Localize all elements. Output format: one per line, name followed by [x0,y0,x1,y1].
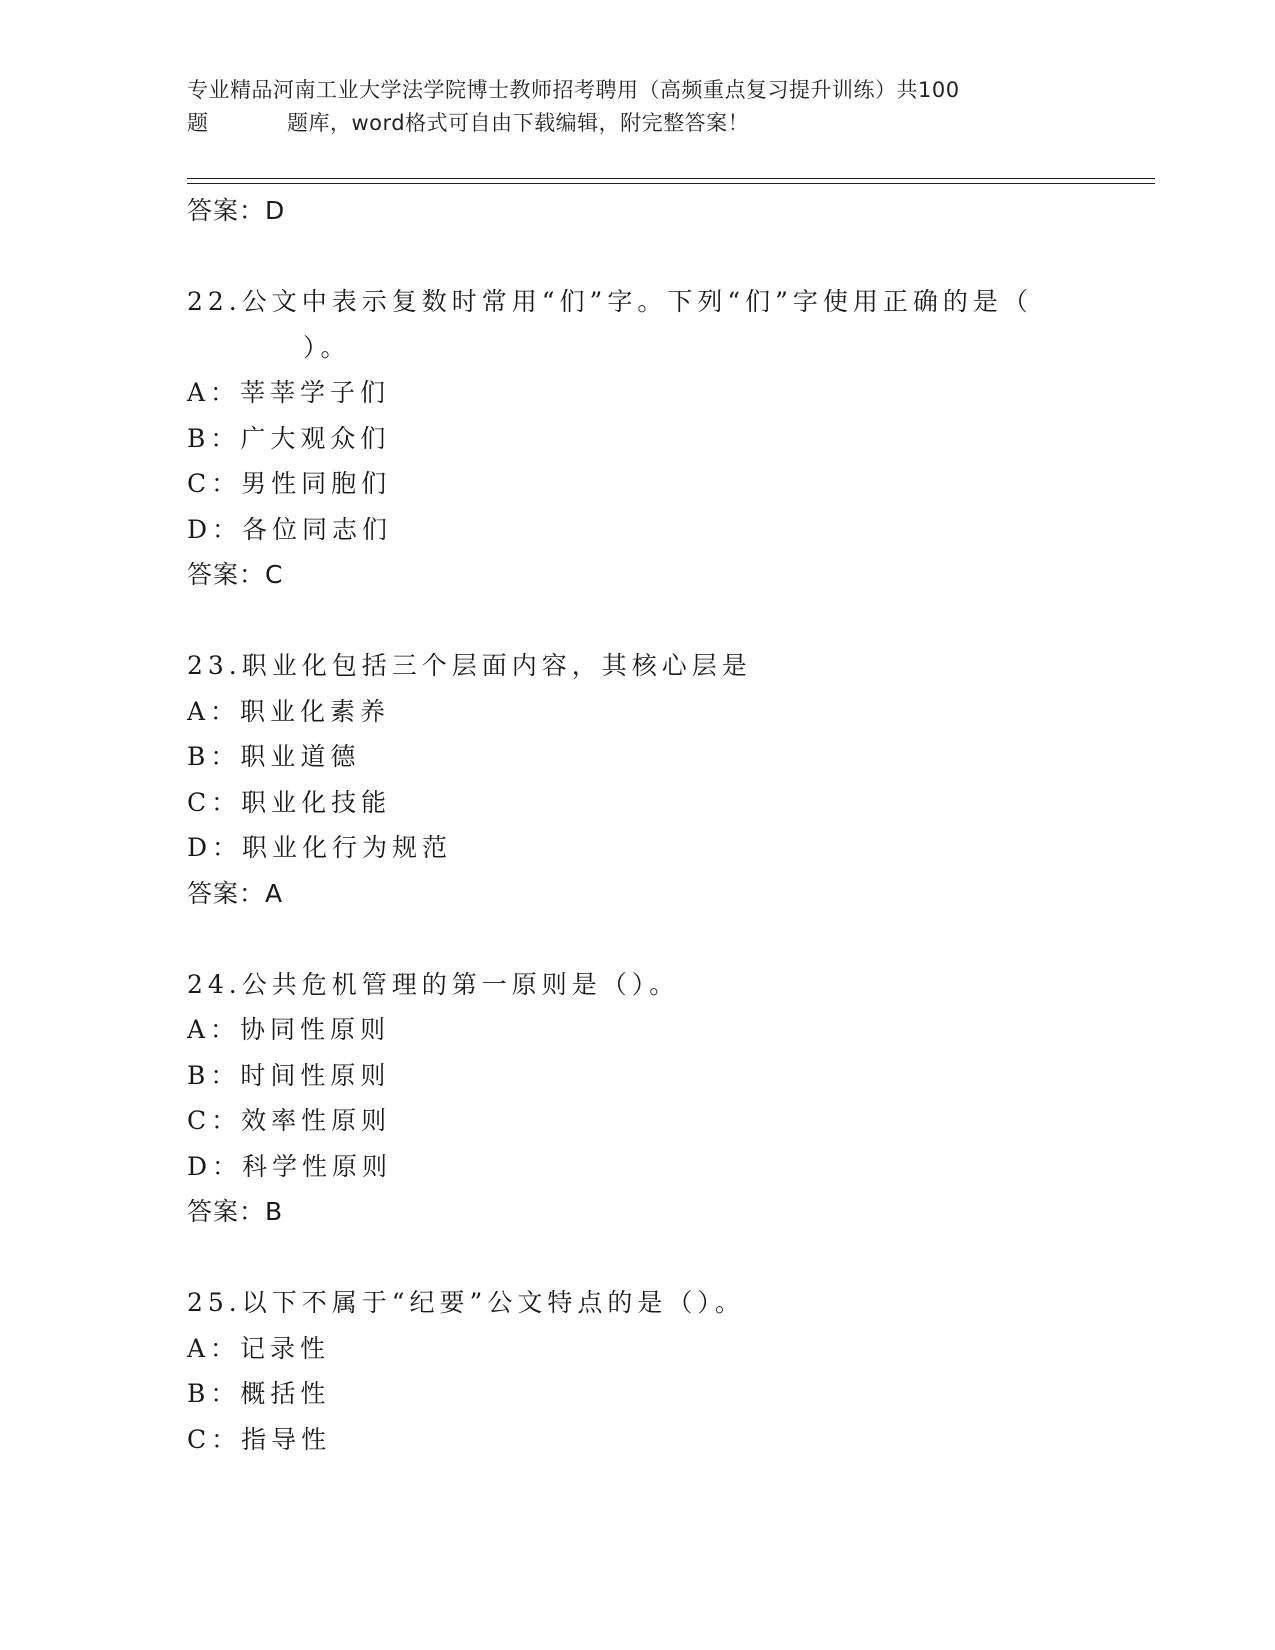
question-23-option-a: A：职业化素养 [187,696,391,726]
question-22-option-d: D：各位同志们 [187,514,393,544]
question-25-option-b: B：概括性 [187,1379,331,1408]
spacer [187,234,1147,280]
question-23-answer: 答案：A [187,878,284,908]
question-list [187,188,1147,1462]
answer-prev: 答案：D [187,196,286,225]
question-22-option-b: B：广大观众们 [187,423,391,453]
spacer [187,916,1147,962]
spacer [187,1235,1147,1281]
question-22-option-c: C：男性同胞们 [187,469,392,498]
question-24-option-a: A：协同性原则 [187,1015,391,1044]
header-title-line1: 专业精品河南工业大学法学院博士教师招考聘用（高频重点复习提升训练）共100 [187,78,960,102]
question-25-stem: 25.以下不属于“纪要”公文特点的是（）。 [187,1288,745,1317]
question-24-stem: 24.公共危机管理的第一原则是（）。 [187,969,680,999]
question-25-option-a: A：记录性 [187,1333,331,1363]
question-23-option-c: C：职业化技能 [187,787,392,817]
question-25-option-c: C：指导性 [187,1424,332,1454]
header-title-line2 [187,107,1087,140]
question-22-option-a: A：莘莘学子们 [187,378,391,407]
question-22-stem: 22.公文中表示复数时常用“们”字。下列“们”字使用正确的是（ [187,287,1033,316]
question-22-stem-cont: ）。 [303,332,351,362]
question-24-option-b: B：时间性原则 [187,1060,391,1090]
question-22-answer: 答案：C [187,560,284,589]
header-title-line2-left: 题 [187,111,209,135]
question-24-option-d: D：科学性原则 [187,1151,393,1181]
header-divider-bottom [187,183,1155,184]
spacer [187,598,1147,644]
header-title-line2-right: 题库，word格式可自由下载编辑，附完整答案！ [287,111,750,135]
question-24-option-c: C：效率性原则 [187,1106,392,1135]
question-23-option-d: D：职业化行为规范 [187,833,453,862]
question-24-answer: 答案：B [187,1197,284,1226]
question-23-option-b: B：职业道德 [187,742,361,771]
header-divider-top [187,178,1155,179]
question-23-stem: 23.职业化包括三个层面内容，其核心层是 [187,651,752,680]
document-header [187,74,1087,140]
